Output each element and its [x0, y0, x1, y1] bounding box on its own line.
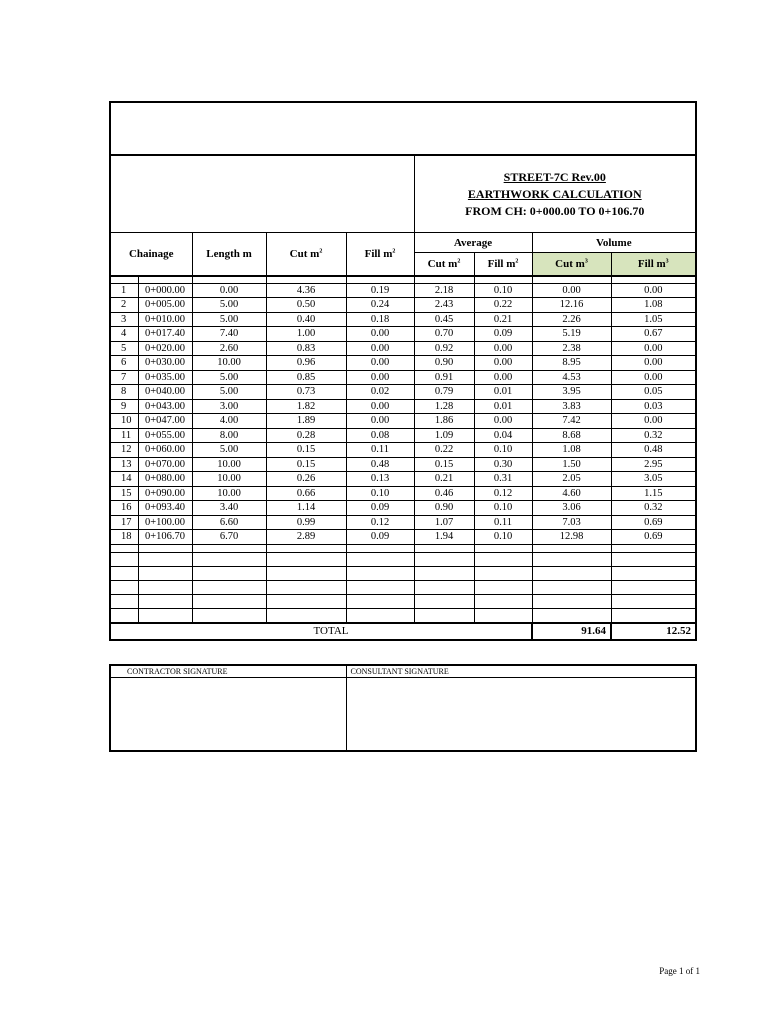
vol-fill: 0.48 [611, 443, 696, 458]
header-avg-fill [474, 253, 532, 276]
avg-fill: 0.10 [474, 283, 532, 298]
vol-fill: 1.05 [611, 312, 696, 327]
length: 6.70 [192, 530, 266, 545]
vol-cut: 8.95 [532, 356, 611, 371]
row-number: 9 [110, 399, 138, 414]
fill-area: 0.00 [346, 414, 414, 429]
table-row [110, 327, 696, 342]
avg-cut: 0.90 [414, 501, 474, 516]
header-length: Length m [192, 233, 266, 276]
chainage: 0+070.00 [138, 457, 192, 472]
header-vol-cut-sup: 3 [584, 258, 588, 265]
cut-area: 0.66 [266, 486, 346, 501]
row-number: 10 [110, 414, 138, 429]
cut-area: 0.15 [266, 457, 346, 472]
fill-area: 0.09 [346, 530, 414, 545]
table-row [110, 428, 696, 443]
data-rows [110, 276, 696, 545]
title-row [110, 155, 696, 233]
header-vol-fill [611, 253, 696, 276]
header-avg-fill-sup: 2 [515, 258, 519, 265]
cut-area: 0.96 [266, 356, 346, 371]
chainage: 0+010.00 [138, 312, 192, 327]
table-row [110, 341, 696, 356]
fill-area: 0.48 [346, 457, 414, 472]
vol-cut: 3.83 [532, 399, 611, 414]
header-fill [346, 233, 414, 276]
length: 3.00 [192, 399, 266, 414]
row-number: 14 [110, 472, 138, 487]
vol-fill: 0.03 [611, 399, 696, 414]
table-row [110, 515, 696, 530]
avg-fill: 0.09 [474, 327, 532, 342]
cut-area: 1.00 [266, 327, 346, 342]
avg-fill: 0.21 [474, 312, 532, 327]
avg-fill: 0.10 [474, 501, 532, 516]
row-number: 7 [110, 370, 138, 385]
avg-fill: 0.01 [474, 385, 532, 400]
signature-header-row [110, 665, 696, 678]
row-number: 1 [110, 283, 138, 298]
row-number: 5 [110, 341, 138, 356]
fill-area: 0.13 [346, 472, 414, 487]
length: 5.00 [192, 370, 266, 385]
total-cut: 91.64 [532, 623, 611, 640]
avg-fill: 0.00 [474, 356, 532, 371]
fill-area: 0.00 [346, 370, 414, 385]
table-row [110, 370, 696, 385]
header-cut-label: Cut m [289, 247, 320, 260]
table-row [110, 443, 696, 458]
vol-cut: 5.19 [532, 327, 611, 342]
vol-fill: 1.15 [611, 486, 696, 501]
table-row [110, 298, 696, 313]
blank-row [110, 552, 696, 566]
header-fill-label: Fill m [364, 247, 393, 260]
avg-cut: 0.90 [414, 356, 474, 371]
avg-cut: 1.86 [414, 414, 474, 429]
length: 10.00 [192, 457, 266, 472]
table-row [110, 486, 696, 501]
avg-cut: 0.46 [414, 486, 474, 501]
fill-area: 0.09 [346, 501, 414, 516]
length: 4.00 [192, 414, 266, 429]
vol-cut: 12.98 [532, 530, 611, 545]
vol-fill: 3.05 [611, 472, 696, 487]
contractor-signature-box [110, 678, 346, 752]
length: 5.00 [192, 298, 266, 313]
cut-area: 0.73 [266, 385, 346, 400]
vol-cut: 4.60 [532, 486, 611, 501]
table-row [110, 356, 696, 371]
row-number: 18 [110, 530, 138, 545]
cut-area: 0.83 [266, 341, 346, 356]
chainage: 0+035.00 [138, 370, 192, 385]
length: 2.60 [192, 341, 266, 356]
cut-area: 0.40 [266, 312, 346, 327]
avg-cut: 0.21 [414, 472, 474, 487]
table-row [110, 530, 696, 545]
row-number: 3 [110, 312, 138, 327]
fill-area: 0.19 [346, 283, 414, 298]
header-chainage: Chainage [110, 233, 192, 276]
row-number: 8 [110, 385, 138, 400]
row-number: 17 [110, 515, 138, 530]
length: 10.00 [192, 472, 266, 487]
cut-area: 0.50 [266, 298, 346, 313]
header-average: Average [414, 233, 532, 253]
vol-cut: 1.50 [532, 457, 611, 472]
vol-fill: 0.69 [611, 515, 696, 530]
fill-area: 0.11 [346, 443, 414, 458]
chainage: 0+100.00 [138, 515, 192, 530]
header-avg-cut [414, 253, 474, 276]
title-line3: FROM CH: 0+000.00 TO 0+106.70 [465, 203, 645, 218]
header-avg-fill-label: Fill m [487, 257, 516, 270]
fill-area: 0.00 [346, 399, 414, 414]
row-number: 11 [110, 428, 138, 443]
vol-fill: 0.32 [611, 501, 696, 516]
total-label: TOTAL [110, 623, 532, 640]
header-row-1 [110, 233, 696, 253]
avg-fill: 0.10 [474, 530, 532, 545]
cut-area: 0.99 [266, 515, 346, 530]
vol-cut: 2.05 [532, 472, 611, 487]
chainage: 0+020.00 [138, 341, 192, 356]
table-row [110, 414, 696, 429]
total-row [110, 623, 696, 640]
avg-fill: 0.00 [474, 370, 532, 385]
consultant-signature-label: CONSULTANT SIGNATURE [346, 665, 696, 678]
avg-cut: 1.07 [414, 515, 474, 530]
table-row [110, 385, 696, 400]
row-number: 16 [110, 501, 138, 516]
cut-area: 2.89 [266, 530, 346, 545]
fill-area: 0.12 [346, 515, 414, 530]
vol-cut: 3.95 [532, 385, 611, 400]
chainage: 0+030.00 [138, 356, 192, 371]
fill-area: 0.00 [346, 327, 414, 342]
avg-fill: 0.00 [474, 341, 532, 356]
vol-cut: 7.42 [532, 414, 611, 429]
blank-row [110, 544, 696, 552]
table-row [110, 312, 696, 327]
vol-cut: 4.53 [532, 370, 611, 385]
consultant-signature-box [346, 678, 696, 752]
length: 7.40 [192, 327, 266, 342]
chainage: 0+080.00 [138, 472, 192, 487]
vol-cut: 0.00 [532, 283, 611, 298]
vol-fill: 1.08 [611, 298, 696, 313]
header-vol-fill-label: Fill m [637, 257, 666, 270]
avg-cut: 1.28 [414, 399, 474, 414]
avg-fill: 0.31 [474, 472, 532, 487]
row-number: 13 [110, 457, 138, 472]
cut-area: 0.15 [266, 443, 346, 458]
blank-row [110, 608, 696, 623]
length: 5.00 [192, 385, 266, 400]
avg-cut: 1.09 [414, 428, 474, 443]
cut-area: 4.36 [266, 283, 346, 298]
chainage: 0+093.40 [138, 501, 192, 516]
table-row [110, 283, 696, 298]
vol-cut: 7.03 [532, 515, 611, 530]
length: 10.00 [192, 486, 266, 501]
title-blank-cell [110, 155, 414, 233]
length: 5.00 [192, 443, 266, 458]
chainage: 0+040.00 [138, 385, 192, 400]
avg-fill: 0.04 [474, 428, 532, 443]
vol-fill: 0.00 [611, 283, 696, 298]
chainage: 0+043.00 [138, 399, 192, 414]
chainage: 0+055.00 [138, 428, 192, 443]
avg-fill: 0.10 [474, 443, 532, 458]
chainage: 0+005.00 [138, 298, 192, 313]
chainage: 0+000.00 [138, 283, 192, 298]
blank-row [110, 580, 696, 594]
avg-cut: 1.94 [414, 530, 474, 545]
blank-rows [110, 544, 696, 623]
avg-cut: 2.18 [414, 283, 474, 298]
vol-fill: 0.00 [611, 414, 696, 429]
header-vol-fill-sup: 3 [665, 258, 669, 265]
avg-fill: 0.12 [474, 486, 532, 501]
header-vol-cut-label: Cut m [555, 257, 585, 270]
avg-cut: 0.45 [414, 312, 474, 327]
cut-area: 0.85 [266, 370, 346, 385]
chainage: 0+047.00 [138, 414, 192, 429]
fill-area: 0.08 [346, 428, 414, 443]
chainage: 0+060.00 [138, 443, 192, 458]
vol-cut: 12.16 [532, 298, 611, 313]
chainage: 0+106.70 [138, 530, 192, 545]
length: 6.60 [192, 515, 266, 530]
vol-fill: 0.00 [611, 370, 696, 385]
avg-fill: 0.30 [474, 457, 532, 472]
avg-cut: 0.91 [414, 370, 474, 385]
fill-area: 0.00 [346, 356, 414, 371]
header-avg-cut-label: Cut m [427, 257, 458, 270]
signature-table [109, 664, 697, 752]
total-fill: 12.52 [611, 623, 696, 640]
avg-cut: 0.92 [414, 341, 474, 356]
cut-area: 0.26 [266, 472, 346, 487]
cut-area: 1.14 [266, 501, 346, 516]
vol-cut: 8.68 [532, 428, 611, 443]
blank-header-row [110, 102, 696, 155]
blank-row [110, 566, 696, 580]
length: 3.40 [192, 501, 266, 516]
vol-fill: 0.69 [611, 530, 696, 545]
row-number: 6 [110, 356, 138, 371]
earthwork-sheet [109, 101, 695, 641]
row-number: 12 [110, 443, 138, 458]
vol-cut: 2.26 [532, 312, 611, 327]
avg-cut: 2.43 [414, 298, 474, 313]
table-row [110, 501, 696, 516]
vol-cut: 3.06 [532, 501, 611, 516]
table-row [110, 399, 696, 414]
fill-area: 0.18 [346, 312, 414, 327]
header-volume: Volume [532, 233, 696, 253]
avg-cut: 0.15 [414, 457, 474, 472]
title-line2: EARTHWORK CALCULATION [467, 186, 642, 201]
header-avg-cut-sup: 2 [457, 258, 461, 265]
header-fill-sup: 2 [392, 248, 396, 255]
vol-fill: 2.95 [611, 457, 696, 472]
length: 8.00 [192, 428, 266, 443]
chainage: 0+017.40 [138, 327, 192, 342]
spacer-row [110, 276, 696, 284]
earthwork-table [109, 101, 697, 641]
chainage: 0+090.00 [138, 486, 192, 501]
avg-fill: 0.11 [474, 515, 532, 530]
avg-cut: 0.22 [414, 443, 474, 458]
length: 5.00 [192, 312, 266, 327]
title-block [414, 155, 696, 233]
table-row [110, 457, 696, 472]
fill-area: 0.02 [346, 385, 414, 400]
page-number: Page 1 of 1 [659, 966, 700, 976]
header-cut-sup: 2 [319, 248, 323, 255]
vol-fill: 0.00 [611, 356, 696, 371]
fill-area: 0.10 [346, 486, 414, 501]
row-number: 2 [110, 298, 138, 313]
row-number: 15 [110, 486, 138, 501]
vol-cut: 1.08 [532, 443, 611, 458]
header-cut [266, 233, 346, 276]
contractor-signature-label: CONTRACTOR SIGNATURE [110, 665, 346, 678]
fill-area: 0.24 [346, 298, 414, 313]
avg-fill: 0.00 [474, 414, 532, 429]
signature-body-row [110, 678, 696, 752]
cut-area: 0.28 [266, 428, 346, 443]
vol-fill: 0.05 [611, 385, 696, 400]
title-line1: STREET-7C Rev.00 [503, 169, 606, 184]
cut-area: 1.89 [266, 414, 346, 429]
header-vol-cut [532, 253, 611, 276]
table-row [110, 472, 696, 487]
length: 0.00 [192, 283, 266, 298]
cut-area: 1.82 [266, 399, 346, 414]
avg-cut: 0.79 [414, 385, 474, 400]
vol-fill: 0.32 [611, 428, 696, 443]
row-number: 4 [110, 327, 138, 342]
vol-cut: 2.38 [532, 341, 611, 356]
avg-fill: 0.01 [474, 399, 532, 414]
blank-row [110, 594, 696, 608]
length: 10.00 [192, 356, 266, 371]
fill-area: 0.00 [346, 341, 414, 356]
vol-fill: 0.67 [611, 327, 696, 342]
avg-fill: 0.22 [474, 298, 532, 313]
vol-fill: 0.00 [611, 341, 696, 356]
avg-cut: 0.70 [414, 327, 474, 342]
